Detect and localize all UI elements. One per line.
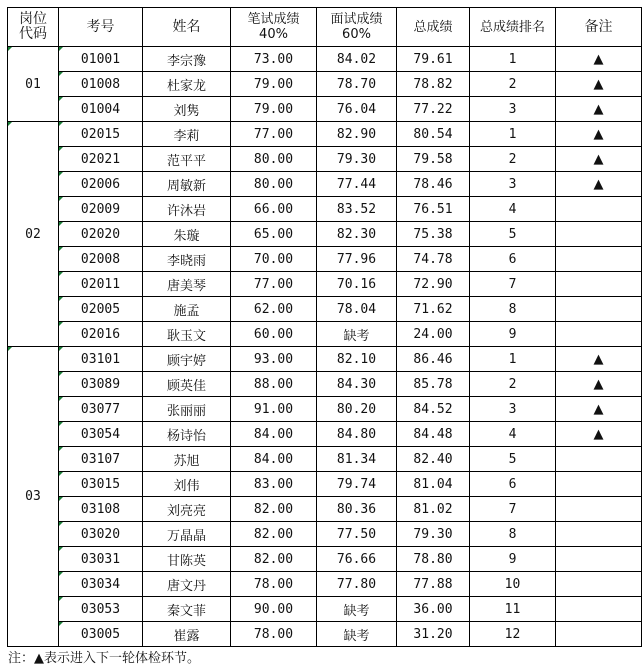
exam-no-cell[interactable]: 01004 <box>59 97 143 122</box>
exam-no-cell[interactable]: 03077 <box>59 397 143 422</box>
written-score-cell[interactable]: 80.00 <box>231 172 317 197</box>
written-score-cell[interactable]: 65.00 <box>231 222 317 247</box>
rank-cell[interactable]: 1 <box>470 47 556 72</box>
table-header <box>8 8 642 47</box>
remark-cell[interactable] <box>556 297 642 322</box>
rank-cell[interactable]: 3 <box>470 397 556 422</box>
rank-cell[interactable]: 7 <box>470 497 556 522</box>
total-score-cell[interactable]: 82.40 <box>397 447 470 472</box>
interview-score-cell[interactable]: 76.66 <box>317 547 397 572</box>
rank-cell[interactable]: 9 <box>470 547 556 572</box>
remark-cell[interactable]: ▲ <box>556 347 642 372</box>
remark-cell[interactable] <box>556 622 642 647</box>
written-score-cell[interactable]: 93.00 <box>231 347 317 372</box>
interview-score-cell[interactable]: 82.30 <box>317 222 397 247</box>
header-post-code: 岗位 代码 <box>8 8 59 47</box>
total-score-cell[interactable]: 77.22 <box>397 97 470 122</box>
total-score-cell[interactable]: 74.78 <box>397 247 470 272</box>
table-row <box>8 422 642 447</box>
header-interview-score: 面试成绩 60% <box>317 8 397 47</box>
exam-no-cell[interactable]: 02005 <box>59 297 143 322</box>
name-cell[interactable]: 唐文丹 <box>143 572 231 597</box>
total-score-cell[interactable]: 31.20 <box>397 622 470 647</box>
written-score-cell[interactable]: 66.00 <box>231 197 317 222</box>
exam-no-cell[interactable]: 03005 <box>59 622 143 647</box>
total-score-cell[interactable]: 71.62 <box>397 297 470 322</box>
total-score-cell[interactable]: 84.48 <box>397 422 470 447</box>
remark-cell[interactable] <box>556 222 642 247</box>
total-score-cell[interactable]: 79.30 <box>397 522 470 547</box>
rank-cell[interactable]: 1 <box>470 122 556 147</box>
exam-no-cell[interactable]: 03053 <box>59 597 143 622</box>
table-row <box>8 522 642 547</box>
interview-score-cell[interactable]: 76.04 <box>317 97 397 122</box>
written-score-cell[interactable]: 78.00 <box>231 572 317 597</box>
exam-no-cell[interactable]: 03054 <box>59 422 143 447</box>
total-score-cell[interactable]: 78.82 <box>397 72 470 97</box>
rank-cell[interactable]: 5 <box>470 447 556 472</box>
remark-cell[interactable]: ▲ <box>556 47 642 72</box>
exam-no-cell[interactable]: 03034 <box>59 572 143 597</box>
written-score-cell[interactable]: 78.00 <box>231 622 317 647</box>
total-score-cell[interactable]: 80.54 <box>397 122 470 147</box>
table-row <box>8 122 642 147</box>
table-row <box>8 397 642 422</box>
post-code-cell[interactable]: 02 <box>8 122 59 347</box>
rank-cell[interactable]: 6 <box>470 472 556 497</box>
name-cell[interactable]: 崔露 <box>143 622 231 647</box>
total-score-cell[interactable]: 36.00 <box>397 597 470 622</box>
written-score-cell[interactable]: 62.00 <box>231 297 317 322</box>
exam-no-cell[interactable]: 02015 <box>59 122 143 147</box>
written-score-cell[interactable]: 70.00 <box>231 247 317 272</box>
header-remark: 备注 <box>556 8 642 47</box>
name-cell[interactable]: 李晓雨 <box>143 247 231 272</box>
table-row <box>8 472 642 497</box>
exam-no-cell[interactable]: 02008 <box>59 247 143 272</box>
name-cell[interactable]: 耿玉文 <box>143 322 231 347</box>
total-score-cell[interactable]: 75.38 <box>397 222 470 247</box>
total-score-cell[interactable]: 81.04 <box>397 472 470 497</box>
table-row <box>8 497 642 522</box>
remark-cell[interactable] <box>556 472 642 497</box>
rank-cell[interactable]: 7 <box>470 272 556 297</box>
table-row <box>8 572 642 597</box>
remark-cell[interactable] <box>556 197 642 222</box>
table-row <box>8 597 642 622</box>
total-score-cell[interactable]: 85.78 <box>397 372 470 397</box>
results-table <box>7 7 642 647</box>
table-row <box>8 372 642 397</box>
name-cell[interactable]: 秦文菲 <box>143 597 231 622</box>
name-cell[interactable]: 朱璇 <box>143 222 231 247</box>
interview-score-cell[interactable]: 78.04 <box>317 297 397 322</box>
footnote: 注：▲表示进入下一轮体检环节。 <box>8 651 200 666</box>
written-score-cell[interactable]: 82.00 <box>231 522 317 547</box>
rank-cell[interactable]: 3 <box>470 172 556 197</box>
exam-no-cell[interactable]: 02009 <box>59 197 143 222</box>
total-score-cell[interactable]: 81.02 <box>397 497 470 522</box>
exam-no-cell[interactable]: 03020 <box>59 522 143 547</box>
exam-no-cell[interactable]: 03108 <box>59 497 143 522</box>
interview-score-cell[interactable]: 79.30 <box>317 147 397 172</box>
name-cell[interactable]: 唐美琴 <box>143 272 231 297</box>
table-row <box>8 172 642 197</box>
name-cell[interactable]: 顾宇婷 <box>143 347 231 372</box>
remark-cell[interactable]: ▲ <box>556 172 642 197</box>
interview-score-cell[interactable]: 缺考 <box>317 322 397 347</box>
exam-no-cell[interactable]: 03015 <box>59 472 143 497</box>
header-name: 姓名 <box>143 8 231 47</box>
table-row <box>8 297 642 322</box>
name-cell[interactable]: 周敏新 <box>143 172 231 197</box>
total-score-cell[interactable]: 78.80 <box>397 547 470 572</box>
exam-no-cell[interactable]: 03089 <box>59 372 143 397</box>
rank-cell[interactable]: 2 <box>470 372 556 397</box>
table-body <box>8 47 642 647</box>
interview-score-cell[interactable]: 70.16 <box>317 272 397 297</box>
interview-score-cell[interactable]: 82.10 <box>317 347 397 372</box>
interview-score-cell[interactable]: 80.36 <box>317 497 397 522</box>
remark-cell[interactable] <box>556 447 642 472</box>
remark-cell[interactable]: ▲ <box>556 422 642 447</box>
interview-score-cell[interactable]: 81.34 <box>317 447 397 472</box>
table-row <box>8 347 642 372</box>
interview-score-cell[interactable]: 77.44 <box>317 172 397 197</box>
interview-score-cell[interactable]: 77.96 <box>317 247 397 272</box>
rank-cell[interactable]: 4 <box>470 197 556 222</box>
exam-no-cell[interactable]: 03031 <box>59 547 143 572</box>
interview-score-cell[interactable]: 80.20 <box>317 397 397 422</box>
written-score-cell[interactable]: 82.00 <box>231 547 317 572</box>
written-score-cell[interactable]: 90.00 <box>231 597 317 622</box>
name-cell[interactable]: 李宗豫 <box>143 47 231 72</box>
table-row <box>8 447 642 472</box>
total-score-cell[interactable]: 76.51 <box>397 197 470 222</box>
remark-cell[interactable]: ▲ <box>556 147 642 172</box>
name-cell[interactable]: 张丽丽 <box>143 397 231 422</box>
rank-cell[interactable]: 2 <box>470 147 556 172</box>
exam-no-cell[interactable]: 01008 <box>59 72 143 97</box>
name-cell[interactable]: 顾英佳 <box>143 372 231 397</box>
exam-no-cell[interactable]: 03107 <box>59 447 143 472</box>
rank-cell[interactable]: 1 <box>470 347 556 372</box>
name-cell[interactable]: 刘亮亮 <box>143 497 231 522</box>
rank-cell[interactable]: 10 <box>470 572 556 597</box>
rank-cell[interactable]: 2 <box>470 72 556 97</box>
exam-no-cell[interactable]: 02006 <box>59 172 143 197</box>
remark-cell[interactable] <box>556 597 642 622</box>
remark-cell[interactable] <box>556 522 642 547</box>
written-score-cell[interactable]: 88.00 <box>231 372 317 397</box>
table-row <box>8 97 642 122</box>
interview-score-cell[interactable]: 缺考 <box>317 597 397 622</box>
remark-cell[interactable] <box>556 572 642 597</box>
exam-no-cell[interactable]: 02016 <box>59 322 143 347</box>
remark-cell[interactable] <box>556 497 642 522</box>
interview-score-cell[interactable]: 84.80 <box>317 422 397 447</box>
written-score-cell[interactable]: 84.00 <box>231 422 317 447</box>
name-cell[interactable]: 刘伟 <box>143 472 231 497</box>
interview-score-cell[interactable]: 84.02 <box>317 47 397 72</box>
rank-cell[interactable]: 3 <box>470 97 556 122</box>
interview-score-cell[interactable]: 77.80 <box>317 572 397 597</box>
rank-cell[interactable]: 4 <box>470 422 556 447</box>
rank-cell[interactable]: 8 <box>470 522 556 547</box>
written-score-cell[interactable]: 82.00 <box>231 497 317 522</box>
header-exam-no: 考号 <box>59 8 143 47</box>
table-row <box>8 322 642 347</box>
remark-cell[interactable] <box>556 547 642 572</box>
name-cell[interactable]: 万晶晶 <box>143 522 231 547</box>
remark-cell[interactable] <box>556 322 642 347</box>
rank-cell[interactable]: 8 <box>470 297 556 322</box>
remark-cell[interactable] <box>556 247 642 272</box>
remark-cell[interactable] <box>556 272 642 297</box>
written-score-cell[interactable]: 79.00 <box>231 97 317 122</box>
rank-cell[interactable]: 6 <box>470 247 556 272</box>
name-cell[interactable]: 施孟 <box>143 297 231 322</box>
exam-no-cell[interactable]: 03101 <box>59 347 143 372</box>
total-score-cell[interactable]: 78.46 <box>397 172 470 197</box>
name-cell[interactable]: 苏旭 <box>143 447 231 472</box>
table-row <box>8 247 642 272</box>
rank-cell[interactable]: 11 <box>470 597 556 622</box>
exam-no-cell[interactable]: 02021 <box>59 147 143 172</box>
table-row <box>8 72 642 97</box>
interview-score-cell[interactable]: 缺考 <box>317 622 397 647</box>
header-total-rank: 总成绩排名 <box>470 8 556 47</box>
interview-score-cell[interactable]: 77.50 <box>317 522 397 547</box>
name-cell[interactable]: 杜家龙 <box>143 72 231 97</box>
interview-score-cell[interactable]: 83.52 <box>317 197 397 222</box>
total-score-cell[interactable]: 72.90 <box>397 272 470 297</box>
rank-cell[interactable]: 5 <box>470 222 556 247</box>
interview-score-cell[interactable]: 84.30 <box>317 372 397 397</box>
rank-cell[interactable]: 12 <box>470 622 556 647</box>
written-score-cell[interactable]: 79.00 <box>231 72 317 97</box>
interview-score-cell[interactable]: 78.70 <box>317 72 397 97</box>
name-cell[interactable]: 杨诗怡 <box>143 422 231 447</box>
table-row <box>8 197 642 222</box>
name-cell[interactable]: 许沐岩 <box>143 197 231 222</box>
name-cell[interactable]: 甘陈英 <box>143 547 231 572</box>
name-cell[interactable]: 李莉 <box>143 122 231 147</box>
remark-cell[interactable]: ▲ <box>556 97 642 122</box>
table-row <box>8 47 642 72</box>
rank-cell[interactable]: 9 <box>470 322 556 347</box>
table-row <box>8 147 642 172</box>
total-score-cell[interactable]: 79.61 <box>397 47 470 72</box>
table-row <box>8 547 642 572</box>
interview-score-cell[interactable]: 79.74 <box>317 472 397 497</box>
table-row <box>8 622 642 647</box>
remark-cell[interactable]: ▲ <box>556 122 642 147</box>
written-score-cell[interactable]: 73.00 <box>231 47 317 72</box>
written-score-cell[interactable]: 60.00 <box>231 322 317 347</box>
total-score-cell[interactable]: 24.00 <box>397 322 470 347</box>
exam-no-cell[interactable]: 02020 <box>59 222 143 247</box>
total-score-cell[interactable]: 84.52 <box>397 397 470 422</box>
interview-score-cell[interactable]: 82.90 <box>317 122 397 147</box>
remark-cell[interactable]: ▲ <box>556 372 642 397</box>
remark-cell[interactable]: ▲ <box>556 72 642 97</box>
written-score-cell[interactable]: 83.00 <box>231 472 317 497</box>
table-row <box>8 272 642 297</box>
total-score-cell[interactable]: 86.46 <box>397 347 470 372</box>
exam-no-cell[interactable]: 02011 <box>59 272 143 297</box>
table-row <box>8 222 642 247</box>
written-score-cell[interactable]: 84.00 <box>231 447 317 472</box>
post-code-cell[interactable]: 01 <box>8 47 59 122</box>
written-score-cell[interactable]: 80.00 <box>231 147 317 172</box>
header-written-score: 笔试成绩 40% <box>231 8 317 47</box>
written-score-cell[interactable]: 91.00 <box>231 397 317 422</box>
remark-cell[interactable]: ▲ <box>556 397 642 422</box>
header-total-score: 总成绩 <box>397 8 470 47</box>
exam-no-cell[interactable]: 01001 <box>59 47 143 72</box>
name-cell[interactable]: 范平平 <box>143 147 231 172</box>
name-cell[interactable]: 刘隽 <box>143 97 231 122</box>
total-score-cell[interactable]: 79.58 <box>397 147 470 172</box>
written-score-cell[interactable]: 77.00 <box>231 122 317 147</box>
total-score-cell[interactable]: 77.88 <box>397 572 470 597</box>
written-score-cell[interactable]: 77.00 <box>231 272 317 297</box>
post-code-cell[interactable]: 03 <box>8 347 59 647</box>
